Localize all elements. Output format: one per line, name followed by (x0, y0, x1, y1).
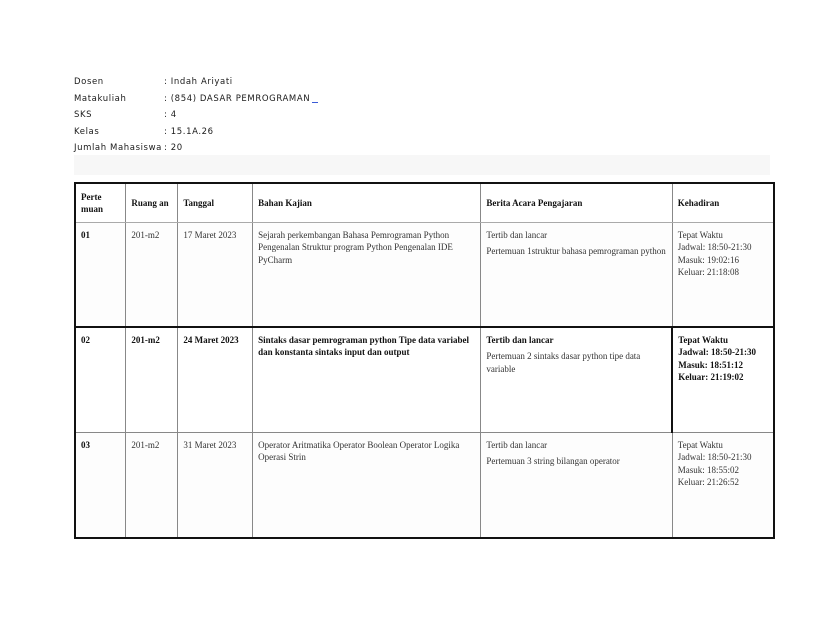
berita-status: Tertib dan lancar (486, 440, 548, 450)
course-info (74, 74, 318, 157)
col-kehadiran: Kehadiran (672, 183, 774, 223)
cell-berita (481, 433, 672, 539)
cell-kehadiran (672, 327, 774, 433)
table-row (75, 223, 774, 328)
cell-berita (481, 327, 672, 433)
kehadiran-jadwal: Jadwal: 18:50-21:30 (678, 347, 756, 358)
cell-kehadiran (672, 433, 774, 539)
matakuliah-label: Matakuliah (74, 93, 127, 104)
col-tanggal: Tanggal (178, 183, 253, 223)
cell-pertemuan: 03 (75, 433, 126, 539)
berita-detail: Pertemuan 2 sintaks dasar python tipe data variable (486, 351, 641, 374)
col-pertemuan: Perte muan (75, 183, 126, 223)
spacer-band (74, 155, 770, 175)
cell-pertemuan: 01 (75, 223, 126, 328)
kehadiran-masuk: Masuk: 19:02:16 (677, 254, 739, 265)
cell-tanggal: 17 Maret 2023 (178, 223, 253, 328)
kehadiran-keluar: Keluar: 21:18:08 (677, 266, 739, 277)
kehadiran-keluar: Keluar: 21:19:02 (678, 371, 744, 382)
kehadiran-jadwal: Jadwal: 18:50-21:30 (677, 452, 752, 463)
col-ruangan: Ruang an (126, 183, 178, 223)
berita-status: Tertib dan lancar (486, 335, 554, 345)
attendance-table (74, 182, 775, 539)
col-bahan: Bahan Kajian (253, 183, 481, 223)
kelas-label: Kelas (74, 126, 100, 137)
col-berita: Berita Acara Pengajaran (481, 183, 672, 223)
kehadiran-masuk: Masuk: 18:51:12 (678, 359, 743, 370)
table-header-row (75, 183, 774, 223)
cell-bahan: Sejarah perkembangan Bahasa Pemrograman Python Pengenalan Struktur program Python Pengenalan IDE PyCharm (253, 223, 481, 328)
dosen-row (74, 74, 318, 91)
kehadiran-masuk: Masuk: 18:55:02 (677, 464, 739, 475)
cell-ruangan: 201-m2 (126, 223, 178, 328)
dosen-label: Dosen (74, 77, 104, 88)
kelas-value: : 15.1A.26 (164, 126, 214, 137)
cell-tanggal: 24 Maret 2023 (178, 327, 253, 433)
cursor-underline (312, 94, 318, 103)
berita-detail: Pertemuan 3 string bilangan operator (486, 456, 620, 467)
sks-value: : 4 (164, 110, 177, 121)
matakuliah-row (74, 91, 318, 108)
cell-bahan: Operator Aritmatika Operator Boolean Operator Logika Operasi Strin (253, 433, 481, 539)
matakuliah-value: : (854) DASAR PEMROGRAMAN (164, 93, 311, 104)
berita-detail: Pertemuan 1struktur bahasa pemrograman python (486, 246, 666, 257)
cell-berita (481, 223, 672, 328)
dosen-value: : Indah Ariyati (164, 77, 233, 88)
table-row (75, 433, 774, 539)
kehadiran-status: Tepat Waktu (678, 335, 728, 345)
jumlah-label: Jumlah Mahasiswa (74, 143, 162, 154)
cell-bahan: Sintaks dasar pemrograman python Tipe data variabel dan konstanta sintaks input dan output (253, 327, 481, 433)
cell-ruangan: 201-m2 (126, 327, 178, 433)
cell-ruangan: 201-m2 (126, 433, 178, 539)
matakuliah-value-wrap (164, 94, 318, 104)
kehadiran-keluar: Keluar: 21:26:52 (677, 476, 739, 487)
berita-status: Tertib dan lancar (486, 230, 548, 240)
table-row (75, 327, 774, 433)
cell-tanggal: 31 Maret 2023 (178, 433, 253, 539)
cell-pertemuan: 02 (75, 327, 126, 433)
sks-label: SKS (74, 110, 93, 121)
jumlah-value: : 20 (164, 143, 183, 154)
kelas-row (74, 124, 318, 141)
kehadiran-status: Tepat Waktu (677, 440, 723, 450)
kehadiran-jadwal: Jadwal: 18:50-21:30 (677, 242, 752, 253)
kehadiran-status: Tepat Waktu (677, 230, 723, 240)
sks-row (74, 107, 318, 124)
cell-kehadiran (672, 223, 774, 328)
